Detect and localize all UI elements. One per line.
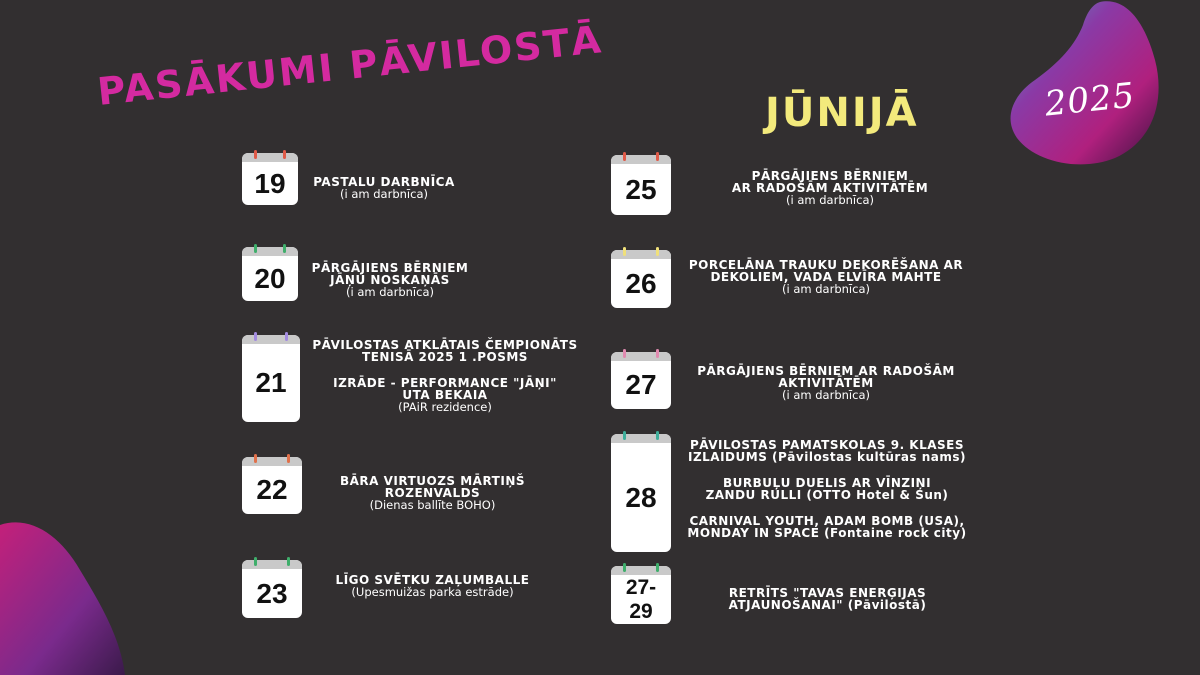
event-title-line-2: AKTIVITĀTĒM — [778, 376, 874, 390]
event-title-line-5: CARNIVAL YOUTH, ADAM BOMB (USA), — [689, 514, 965, 528]
month-heading: JŪNIJĀ — [765, 90, 919, 136]
year-badge: 2025 — [1042, 75, 1138, 125]
event-title-line-2: ATJAUNOŠANAI" (Pāvilostā) — [728, 598, 927, 612]
bottom-left-gradient-blob-icon — [0, 515, 130, 675]
event-title-line-1: PĀVILOSTAS ATKLĀTAIS ČEMPIONĀTS — [312, 338, 578, 352]
day-number: 28 — [625, 481, 657, 513]
event-title-line-1: BĀRA VIRTUOZS MĀRTIŅŠ — [340, 474, 526, 488]
event-location: (i am darbnīca) — [782, 282, 870, 296]
event-title-line-2: IZLAIDUMS (Pāvilostas kultūras nams) — [687, 450, 967, 464]
event-title-line-2: AR RADOŠĀM AKTIVITĀTĒM — [731, 181, 929, 195]
event-28 — [682, 439, 972, 539]
event-title-line-4: ZANDU RULLI (OTTO Hotel & Sun) — [705, 488, 949, 502]
event-title: LĪGO SVĒTKU ZAĻUMBALLE — [335, 573, 530, 587]
event-title-line-2: JĀŅU NOSKAŅĀS — [330, 273, 450, 287]
event-title-line-2: TENISĀ 2025 1 .POSMS — [362, 350, 528, 364]
event-27 — [695, 365, 957, 401]
calendar-day-27-29 — [611, 566, 671, 624]
event-title-line-3: BURBUĻU DUELIS AR VĪNZIŅI — [722, 476, 932, 490]
calendar-day-20 — [242, 247, 298, 301]
calendar-day-21 — [242, 335, 300, 422]
page-title: PASĀKUMI PĀVILOSTĀ — [95, 17, 605, 115]
event-location: (i am darbnīca) — [340, 187, 428, 201]
day-number: 25 — [625, 173, 657, 205]
calendar-day-25 — [611, 155, 671, 215]
event-title-line-1: PĀRGĀJIENS BĒRNIEM AR RADOŠĀM — [697, 364, 955, 378]
event-title-line-1: PORCELĀNA TRAUKU DEKORĒŠANA AR — [688, 258, 964, 272]
event-location: (i am darbnīca) — [346, 285, 434, 299]
event-title-line-2: DEKOLIEM, VADA ELVĪRA MAHTE — [710, 270, 942, 284]
event-23 — [325, 574, 540, 598]
day-number: 20 — [254, 262, 286, 294]
event-title-line-1: RETRĪTS "TAVAS ENERĢIJAS — [728, 586, 927, 600]
day-number: 22 — [256, 474, 288, 505]
day-range: 27- 29 — [625, 575, 657, 623]
event-title-line-3: IZRĀDE - PERFORMANCE "JĀŅI" — [333, 376, 557, 390]
event-21 — [305, 339, 585, 413]
day-number: 21 — [255, 367, 287, 398]
event-title-line-1: PĀRGĀJIENS BĒRNIEM — [311, 261, 469, 275]
calendar-day-27 — [611, 352, 671, 409]
event-22 — [340, 475, 525, 511]
event-25 — [720, 170, 940, 206]
event-title-line-1: PĀRGĀJIENS BĒRNIEM — [751, 169, 909, 183]
event-27-29 — [715, 587, 940, 611]
calendar-day-26 — [611, 250, 671, 308]
calendar-day-28 — [611, 434, 671, 552]
calendar-day-19 — [242, 153, 298, 205]
event-title-line-6: MONDAY IN SPACE (Fontaine rock city) — [687, 526, 967, 540]
calendar-day-22 — [242, 457, 302, 514]
event-location: (Dienas ballīte BOHO) — [369, 498, 496, 512]
day-number: 19 — [254, 167, 286, 199]
event-location: (Upesmuižas parka estrāde) — [351, 585, 514, 599]
event-location: (PAiR rezidence) — [398, 400, 492, 414]
event-26 — [685, 259, 967, 295]
day-number: 23 — [256, 577, 288, 609]
event-title-line-4: UTA BEKAIA — [402, 388, 488, 402]
event-19 — [300, 176, 468, 200]
event-location: (i am darbnīca) — [786, 193, 874, 207]
event-location: (i am darbnīca) — [782, 388, 870, 402]
event-title: PASTALU DARBNĪCA — [313, 175, 455, 189]
event-20 — [300, 262, 480, 298]
day-number: 26 — [625, 267, 657, 299]
event-title-line-2: ROZENVALDS — [384, 486, 481, 500]
event-title-line-1: PĀVILOSTAS PAMATSKOLAS 9. KLASES — [689, 438, 965, 452]
calendar-day-23 — [242, 560, 302, 618]
day-number: 27 — [625, 369, 657, 400]
